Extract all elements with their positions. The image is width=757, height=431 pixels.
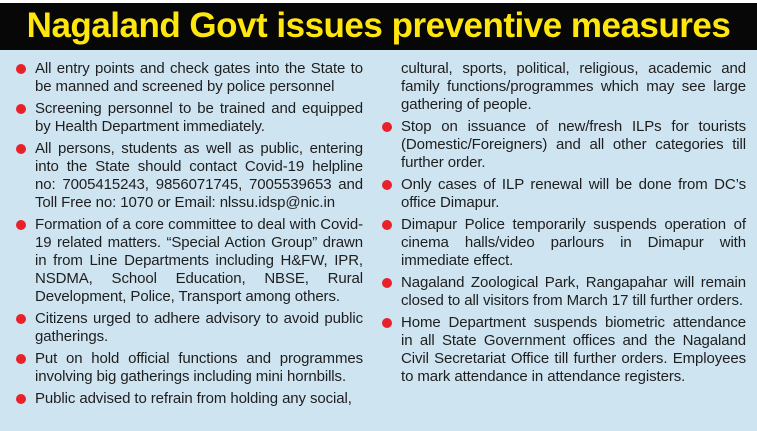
list-item-text: Dimapur Police temporarily suspends operation of cinema halls/video parlours in Dimapur with immediate effect. — [401, 216, 746, 269]
list-item — [16, 390, 363, 408]
bullet-icon — [16, 104, 26, 114]
list-item-text: Citizens urged to adhere advisory to avoid public gatherings. — [35, 310, 363, 345]
bullet-icon — [16, 354, 26, 364]
bulletin-body — [0, 50, 757, 412]
list-item-text: Screening personnel to be trained and equipped by Health Department immediately. — [35, 100, 363, 135]
list-item-text: Stop on issuance of new/fresh ILPs for tourists (Domestic/Foreigners) and all other categories till further order. — [401, 118, 746, 171]
list-item-text: Put on hold official functions and programmes involving big gatherings including mini hornbills. — [35, 350, 363, 385]
list-item-text: cultural, sports, political, religious, academic and family functions/programmes which may see large gathering of people. — [401, 60, 746, 113]
bullet-icon — [382, 180, 392, 190]
column-right — [382, 60, 746, 412]
bullet-icon — [16, 220, 26, 230]
list-item — [16, 60, 363, 96]
list-item — [16, 140, 363, 212]
bullet-icon — [16, 144, 26, 154]
list-item — [16, 100, 363, 136]
bullet-icon — [382, 220, 392, 230]
bullet-icon — [16, 314, 26, 324]
list-item — [382, 118, 746, 172]
bullet-icon — [16, 64, 26, 74]
list-item — [382, 60, 746, 114]
list-item-text: Home Department suspends biometric attendance in all State Government offices and the Nagaland Civil Secretariat Office till further orders. Employees to mark attendance in attendance registers. — [401, 314, 746, 385]
list-item — [382, 314, 746, 386]
bullet-icon — [382, 122, 392, 132]
bullet-icon — [16, 394, 26, 404]
column-left — [16, 60, 363, 412]
list-item — [382, 274, 746, 310]
list-item — [16, 216, 363, 306]
bullet-icon — [382, 278, 392, 288]
bullet-icon — [382, 318, 392, 328]
list-item-text: Nagaland Zoological Park, Rangapahar will remain closed to all visitors from March 17 till further orders. — [401, 274, 746, 309]
list-item-text: Only cases of ILP renewal will be done from DC’s office Dimapur. — [401, 176, 746, 211]
list-item-text: Formation of a core committee to deal with Covid-19 related matters. “Special Action Group” drawn in from Line Departments including H&FW, IPR, NSDMA, School Education, NBSE, Rural Development, Police, Transport among others. — [35, 216, 363, 305]
headline-banner — [0, 3, 757, 50]
list-item — [382, 176, 746, 212]
list-item — [16, 350, 363, 386]
headline-title: Nagaland Govt issues preventive measures — [26, 5, 731, 45]
list-item-text: All persons, students as well as public, entering into the State should contact Covid-19 helpline no: 7005415243, 9856071745, 7005539653 and Toll Free no: 1070 or Email: nlssu.idsp@nic.in — [35, 140, 363, 211]
list-item — [382, 216, 746, 270]
list-item-text: Public advised to refrain from holding any social, — [35, 390, 352, 407]
list-item-text: All entry points and check gates into the State to be manned and screened by police personnel — [35, 60, 363, 95]
list-item — [16, 310, 363, 346]
